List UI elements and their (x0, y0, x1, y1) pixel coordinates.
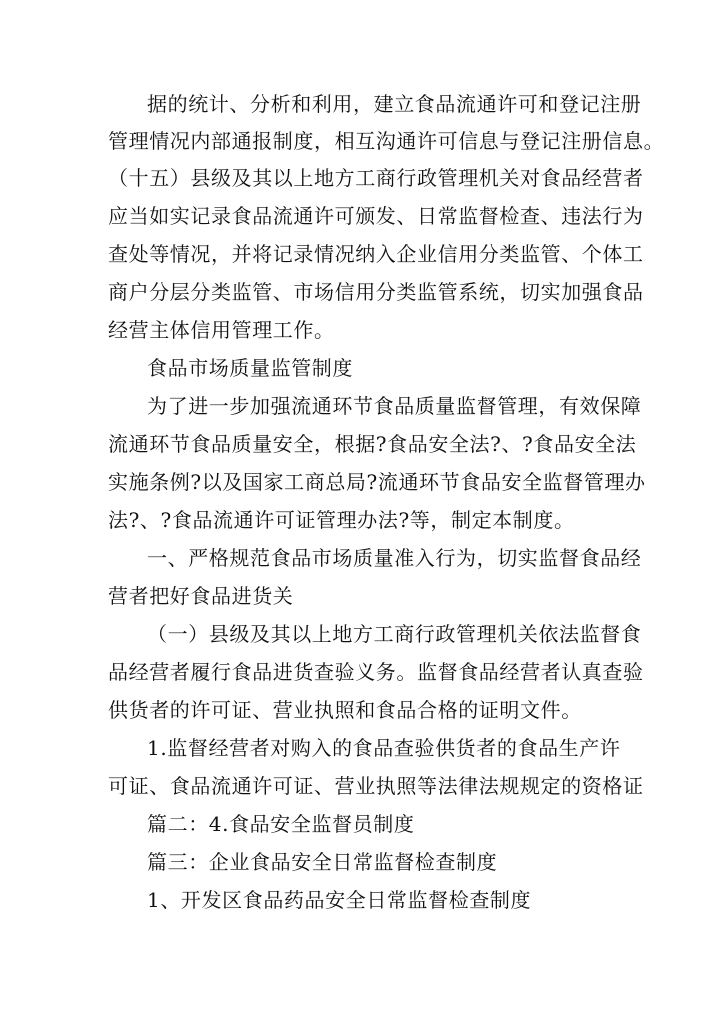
text-line: 据的统计、分析和利用，建立食品流通许可和登记注册 (147, 92, 642, 116)
text-line: 法?、?食品流通许可证管理办法?等，制定本制度。 (108, 508, 575, 532)
section-heading: 篇二：4.食品安全监督员制度 (147, 812, 415, 836)
text-line: （十五）县级及其以上地方工商行政管理机关对食品经营者 (108, 166, 644, 190)
text-line: 流通环节食品质量安全，根据?食品安全法?、?食品安全法 (108, 432, 637, 456)
text-line: 实施条例?以及国家工商总局?流通环节食品安全监督管理办 (108, 470, 646, 494)
text-line: 可证、食品流通许可证、营业执照等法律法规规定的资格证 (108, 774, 644, 798)
text-line: 商户分层分类监管、市场信用分类监管系统，切实加强食品 (108, 280, 644, 304)
text-line: 经营主体信用管理工作。 (108, 318, 335, 342)
section-heading: 篇三：企业食品安全日常监督检查制度 (147, 850, 498, 874)
text-line: （一）县级及其以上地方工商行政管理机关依法监督食 (147, 622, 642, 646)
text-line: 营者把好食品进货关 (108, 584, 294, 608)
section-heading: 1、开发区食品药品安全日常监督检查制度 (147, 888, 532, 912)
text-line: 为了进一步加强流通环节食品质量监督管理，有效保障 (147, 394, 642, 418)
text-line: 应当如实记录食品流通许可颁发、日常监督检查、违法行为 (108, 204, 644, 228)
text-line: 品经营者履行食品进货查验义务。监督食品经营者认真查验 (108, 660, 644, 684)
text-line: 供货者的许可证、营业执照和食品合格的证明文件。 (108, 698, 582, 722)
text-line: 一、严格规范食品市场质量准入行为，切实监督食品经 (147, 546, 642, 570)
section-heading: 食品市场质量监管制度 (147, 356, 353, 380)
text-line: 1.监督经营者对购入的食品查验供货者的食品生产许 (147, 736, 621, 760)
text-line: 查处等情况，并将记录情况纳入企业信用分类监管、个体工 (108, 242, 644, 266)
text-line: 管理情况内部通报制度，相互沟通许可信息与登记注册信息。 (108, 129, 665, 153)
